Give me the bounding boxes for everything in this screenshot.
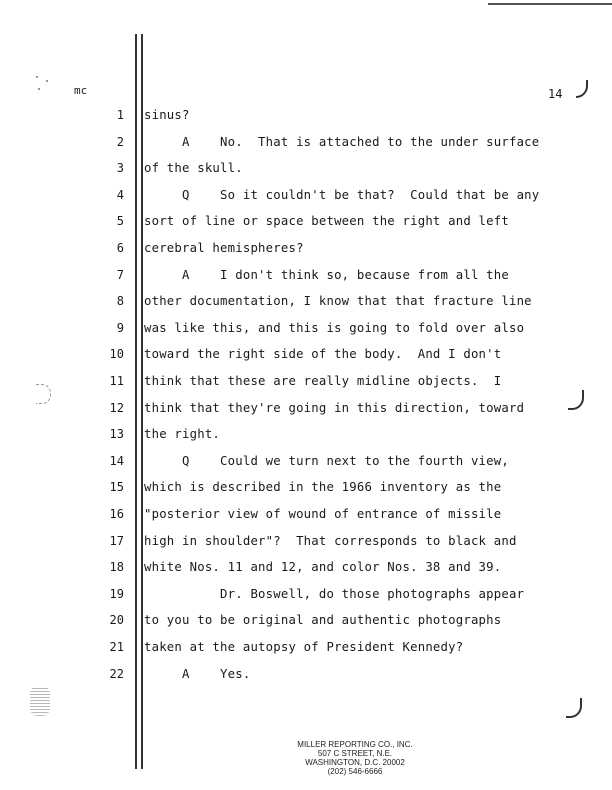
line-number: 11: [109, 374, 124, 388]
line-number: 12: [109, 400, 124, 415]
line-number: 20: [109, 613, 124, 628]
transcript-line: [0, 399, 612, 421]
line-number: 18: [109, 560, 124, 575]
line-text: A Yes.: [144, 666, 251, 681]
reporter-footer: [250, 740, 460, 776]
line-number: 16: [109, 507, 124, 521]
line-number: 15: [109, 480, 124, 495]
line-number: 13: [109, 427, 124, 442]
transcript-line: [0, 585, 612, 607]
line-number: 17: [109, 533, 124, 548]
line-text: "posterior view of wound of entrance of missile: [144, 507, 502, 521]
transcript-line: [0, 478, 612, 500]
line-text: cerebral hemispheres?: [144, 241, 304, 255]
line-number: 21: [109, 640, 124, 654]
line-number: 14: [109, 453, 124, 468]
line-text: other documentation, I know that that fracture line: [144, 294, 532, 309]
line-text: white Nos. 11 and 12, and color Nos. 38 and 39.: [144, 560, 502, 575]
transcript-line: [0, 638, 612, 660]
transcript-line: [0, 159, 612, 181]
transcript-line: [0, 532, 612, 554]
line-text: the right.: [144, 427, 221, 442]
reporter-initials: mc: [74, 84, 88, 97]
transcript-line: [0, 186, 612, 208]
scan-speck-marks: [36, 76, 56, 96]
transcript-line: [0, 239, 612, 261]
footer-phone: (202) 546-6666: [327, 767, 383, 776]
line-text: which is described in the 1966 inventory as the: [144, 480, 502, 495]
line-number: 22: [109, 666, 124, 681]
transcript-line: [0, 665, 612, 687]
page-number: 14: [548, 87, 563, 101]
line-text: Q Could we turn next to the fourth view,: [144, 453, 509, 468]
transcript-line: [0, 133, 612, 155]
transcript-line: [0, 372, 612, 394]
line-text: think that they're going in this direction, toward: [144, 400, 525, 415]
transcript-line: [0, 106, 612, 128]
line-text: to you to be original and authentic photographs: [144, 613, 502, 628]
line-text: of the skull.: [144, 161, 243, 176]
transcript-line: [0, 611, 612, 633]
line-text: taken at the autopsy of President Kennedy?: [144, 640, 464, 654]
transcript-line: [0, 505, 612, 527]
transcript-line: [0, 425, 612, 447]
binding-hole-mark: [30, 686, 50, 716]
line-number: 8: [116, 294, 124, 309]
footer-company: MILLER REPORTING CO., INC.: [297, 740, 413, 749]
line-number: 2: [116, 134, 124, 149]
page-number-bracket: [576, 80, 588, 98]
line-number: 19: [109, 586, 124, 601]
line-number: 10: [109, 347, 124, 362]
line-text: A I don't think so, because from all the: [144, 267, 509, 282]
line-number: 3: [116, 161, 124, 176]
line-text: high in shoulder"? That corresponds to black and: [144, 533, 517, 548]
line-text: Q So it couldn't be that? Could that be any: [144, 187, 540, 202]
transcript-line: [0, 558, 612, 580]
line-text: A No. That is attached to the under surface: [144, 134, 540, 149]
top-edge-line: [488, 3, 612, 5]
line-number: 1: [116, 108, 124, 122]
footer-city: WASHINGTON, D.C. 20002: [305, 758, 405, 767]
line-number: 6: [116, 241, 124, 255]
footer-street: 507 C STREET, N.E.: [317, 749, 393, 758]
line-text: sort of line or space between the right and left: [144, 214, 509, 229]
line-number: 7: [116, 267, 124, 282]
line-text: Dr. Boswell, do those photographs appear: [144, 586, 525, 601]
line-number: 5: [116, 214, 124, 229]
line-text: sinus?: [144, 108, 190, 122]
line-text: was like this, and this is going to fold over also: [144, 320, 525, 335]
transcript-line: [0, 266, 612, 288]
line-text: toward the right side of the body. And I don't: [144, 347, 502, 362]
transcript-line: [0, 292, 612, 314]
transcript-line: [0, 319, 612, 341]
transcript-line: [0, 212, 612, 234]
right-margin-bracket-lower: [566, 698, 582, 718]
transcript-line: [0, 452, 612, 474]
transcript-line: [0, 345, 612, 367]
line-number: 4: [116, 187, 124, 202]
line-text: think that these are really midline objects. I: [144, 374, 502, 388]
line-number: 9: [116, 320, 124, 335]
